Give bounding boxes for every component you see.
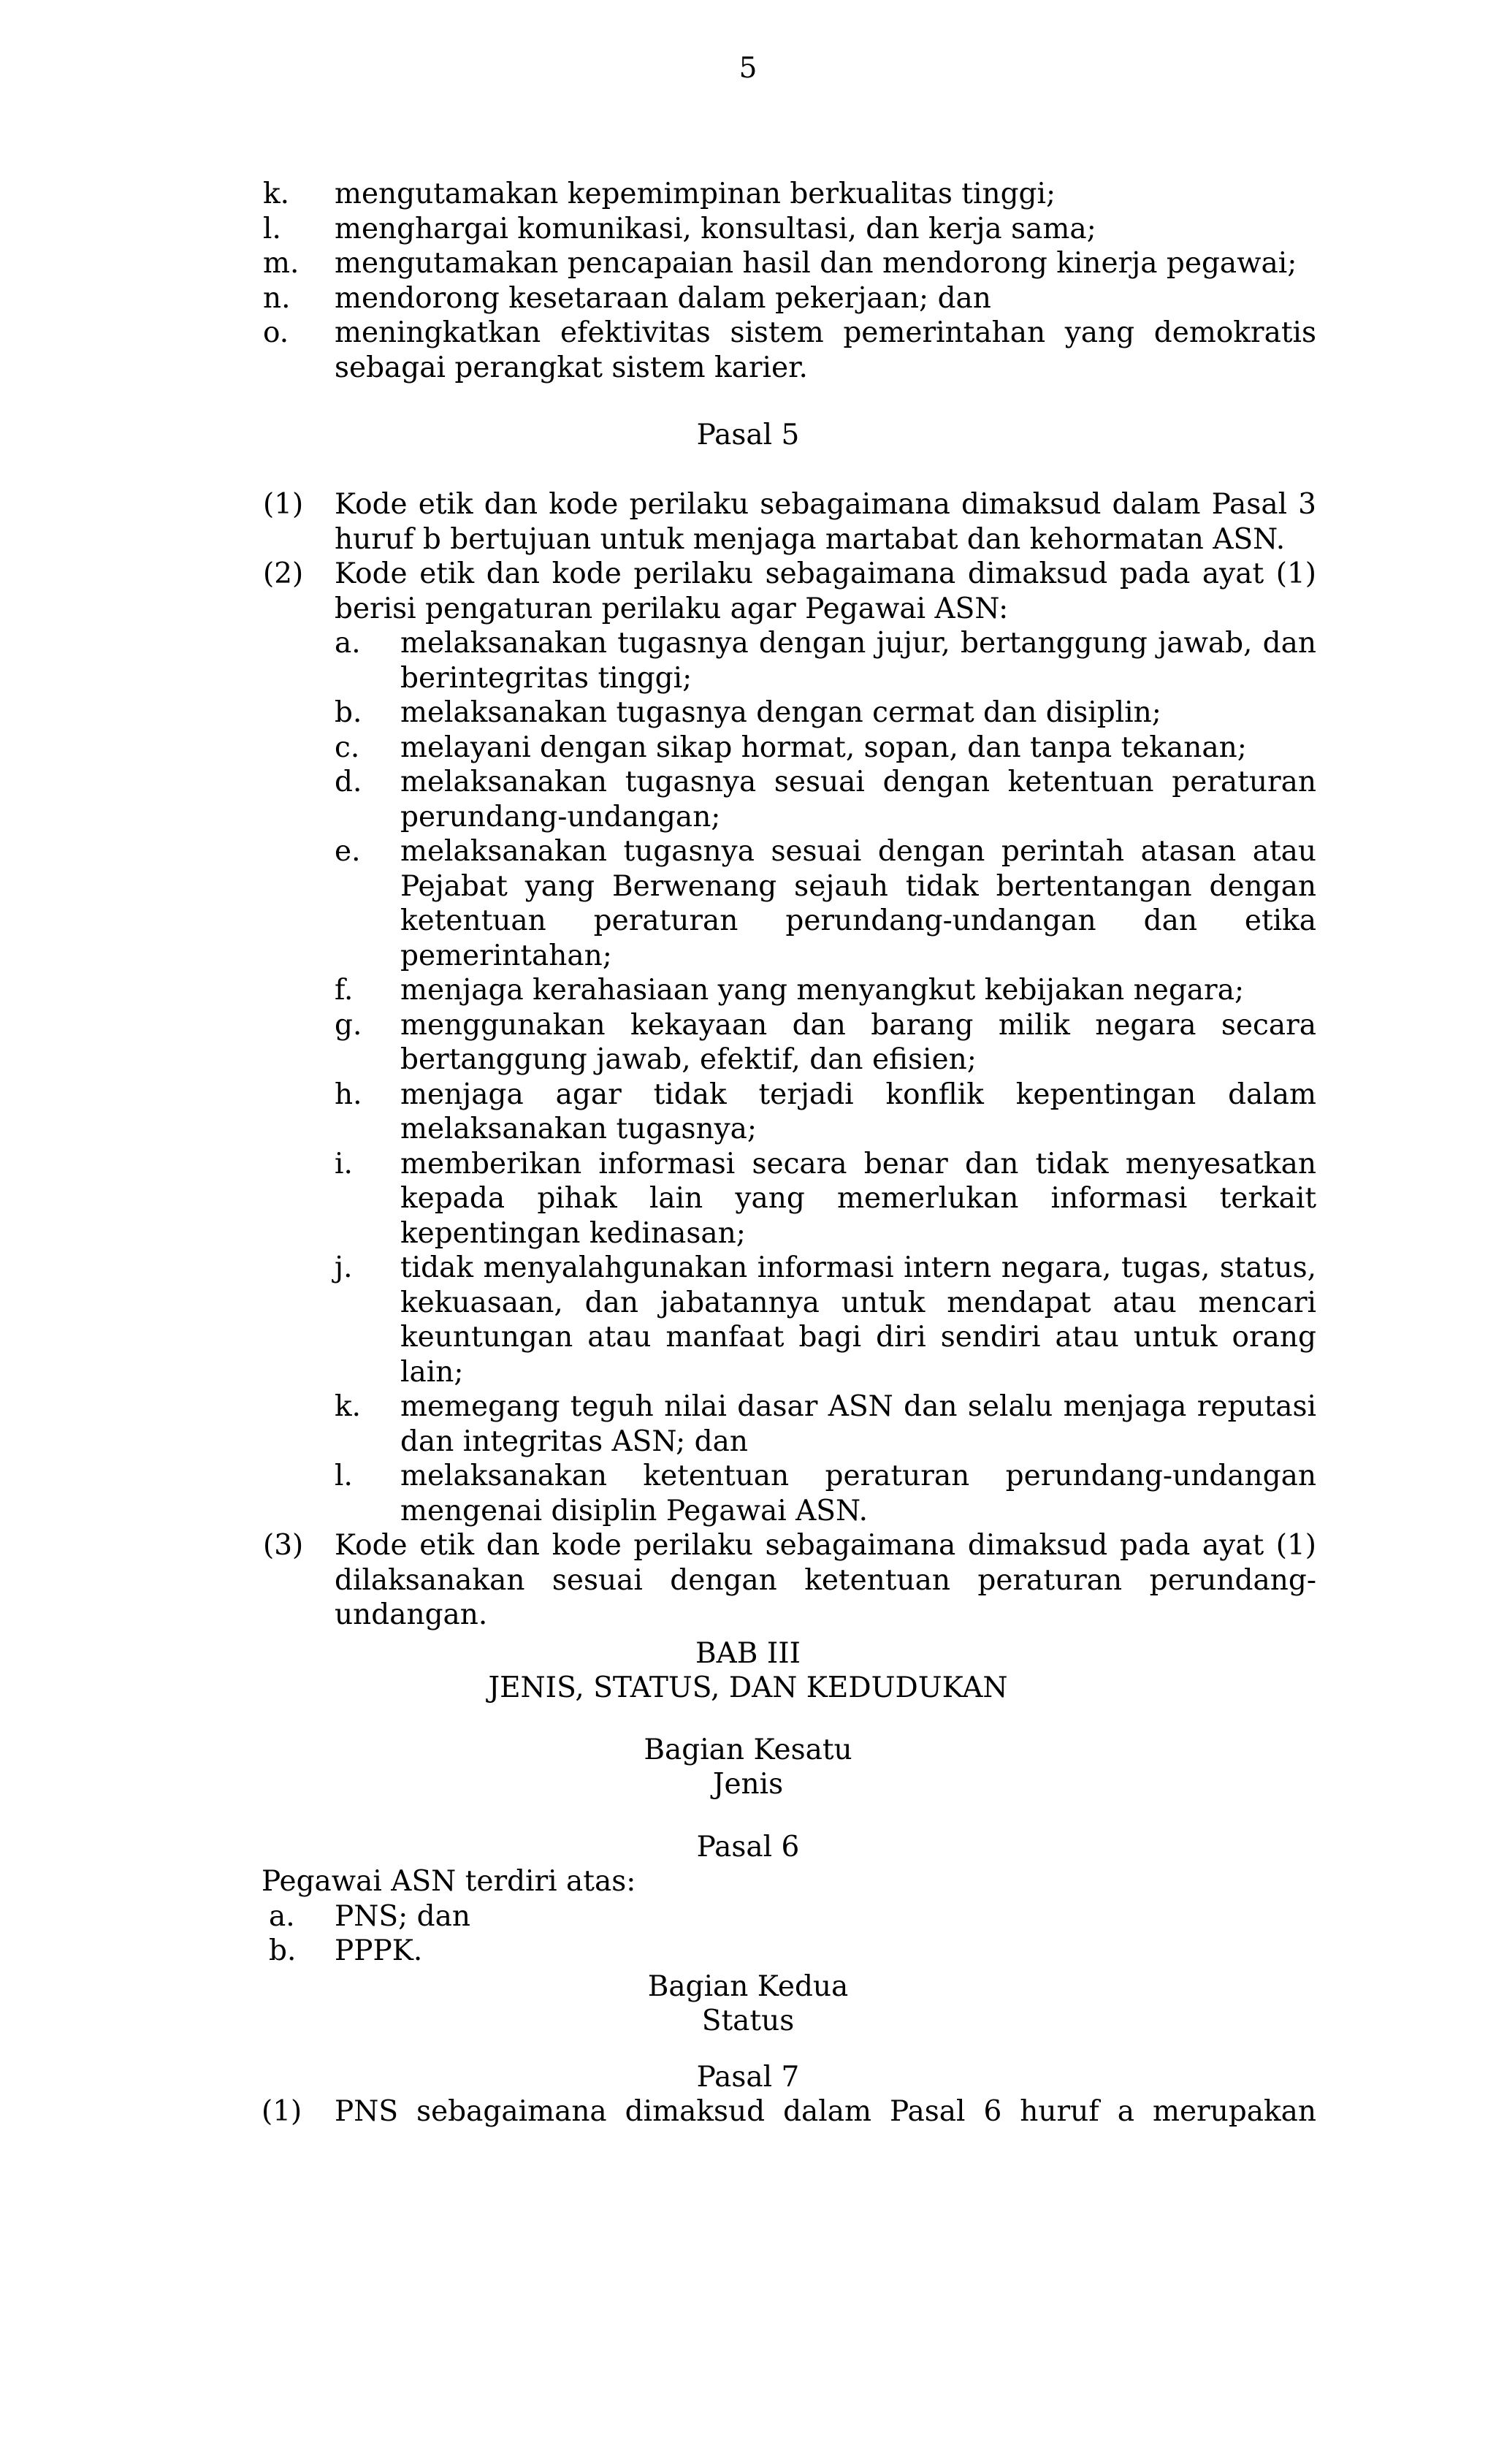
list-item (335, 1147, 1316, 1251)
list-item (262, 1899, 1316, 1934)
top-list (263, 177, 1316, 385)
list-item-label: l. (335, 1460, 353, 1492)
list-item-text: menjaga kerahasiaan yang menyangkut kebijakan negara; (400, 974, 1245, 1007)
list-item (335, 834, 1316, 973)
pasal-6-intro: Pegawai ASN terdiri atas: (262, 1865, 636, 1898)
list-item-text: memberikan informasi secara benar dan tidak menyesatkan kepada pihak lain yang memerlukan informasi terkait kepentingan kedinasan; (400, 1147, 1316, 1250)
bagian-2-title: Bagian Kedua (647, 1970, 849, 2003)
list-item-text: mengutamakan kepemimpinan berkualitas tinggi; (335, 178, 1056, 210)
pasal-6-heading: Pasal 6 (696, 1831, 800, 1864)
pasal-5-heading: Pasal 5 (696, 419, 800, 451)
list-item (335, 765, 1316, 834)
list-item-label: b. (335, 696, 362, 729)
list-item (335, 1389, 1316, 1459)
ayat-3 (263, 1528, 1316, 1633)
bab-title: JENIS, STATUS, DAN KEDUDUKAN (488, 1671, 1008, 1704)
list-item-label: i. (335, 1147, 353, 1180)
list-item (335, 973, 1316, 1008)
page-number: 5 (739, 52, 757, 85)
list-item-text: mendorong kesetaraan dalam pekerjaan; dan (335, 281, 991, 315)
pasal-7-heading: Pasal 7 (696, 2061, 800, 2094)
list-item (335, 1077, 1316, 1147)
list-item (263, 212, 1316, 247)
list-item-label: n. (263, 281, 291, 315)
ayat-text: Kode etik dan kode perilaku sebagaimana dimaksud dalam Pasal 3 huruf b bertujuan untuk menjaga martabat dan kehormatan ASN. (335, 488, 1316, 556)
list-item-label: l. (263, 212, 281, 245)
list-item (335, 731, 1316, 766)
list-item-label: g. (335, 1008, 362, 1042)
ayat-1 (263, 487, 1316, 557)
list-item-label: k. (335, 1390, 362, 1423)
pasal-7-body (262, 2094, 1316, 2129)
list-item (263, 281, 1316, 316)
list-item-label: a. (269, 1899, 295, 1933)
ayat-1 (262, 2094, 1316, 2129)
list-item (263, 246, 1316, 281)
list-item-label: b. (269, 1934, 297, 1967)
list-item-label: k. (263, 178, 290, 210)
list-item-label: j. (335, 1251, 353, 1284)
list-item-text: melaksanakan tugasnya sesuai dengan perintah atasan atau Pejabat yang Berwenang sejauh tidak bertentangan dengan ketentuan peraturan perundang-undangan dan etika pemerintahan; (400, 835, 1316, 972)
ayat-label: (3) (263, 1529, 304, 1562)
bagian-2-subtitle: Status (701, 2005, 795, 2037)
list-item (263, 177, 1316, 212)
ayat-2 (263, 557, 1316, 626)
ayat-label: (2) (263, 557, 304, 590)
list-item-label: o. (263, 316, 289, 349)
ayat-2-items (335, 626, 1316, 1528)
list-item-text: PPPK. (335, 1934, 423, 1967)
list-item-label: m. (263, 247, 299, 280)
list-item-text: meningkatkan efektivitas sistem pemerintahan yang demokratis sebagai perangkat sistem karier. (335, 316, 1316, 384)
bab-number: BAB III (695, 1637, 801, 1670)
list-item-text: melaksanakan tugasnya dengan jujur, bertanggung jawab, dan berintegritas tinggi; (400, 627, 1316, 695)
list-item-text: memegang teguh nilai dasar ASN dan selalu menjaga reputasi dan integritas ASN; dan (400, 1390, 1316, 1458)
list-item (335, 1008, 1316, 1077)
ayat-label: (1) (262, 2095, 302, 2128)
ayat-text: PNS sebagaimana dimaksud dalam Pasal 6 huruf a merupakan (335, 2095, 1316, 2128)
list-item-text: menggunakan kekayaan dan barang milik negara secara bertanggung jawab, efektif, dan efisien; (400, 1008, 1316, 1076)
ayat-label: (1) (263, 488, 304, 521)
list-item-text: melaksanakan tugasnya sesuai dengan ketentuan peraturan perundang-undangan; (400, 766, 1316, 834)
list-item-text: melaksanakan tugasnya dengan cermat dan disiplin; (400, 696, 1161, 729)
list-item (335, 1459, 1316, 1528)
list-item-text: melayani dengan sikap hormat, sopan, dan tanpa tekanan; (400, 731, 1247, 764)
list-item-label: d. (335, 766, 362, 798)
list-item-text: menghargai komunikasi, konsultasi, dan kerja sama; (335, 212, 1096, 245)
list-item-text: mengutamakan pencapaian hasil dan mendorong kinerja pegawai; (335, 247, 1297, 280)
ayat-text: Kode etik dan kode perilaku sebagaimana dimaksud pada ayat (1) berisi pengaturan perilaku agar Pegawai ASN: (335, 557, 1316, 625)
list-item-text: tidak menyalahgunakan informasi intern negara, tugas, status, kekuasaan, dan jabatannya untuk mendapat atau mencari keuntungan atau manfaat bagi diri sendiri atau untuk orang lain; (400, 1251, 1316, 1389)
list-item-text: menjaga agar tidak terjadi konflik kepentingan dalam melaksanakan tugasnya; (400, 1077, 1316, 1145)
list-item-text: melaksanakan ketentuan peraturan perundang-undangan mengenai disiplin Pegawai ASN. (400, 1460, 1316, 1527)
pasal-5-body (263, 487, 1316, 1633)
list-item-label: h. (335, 1077, 362, 1111)
list-item-label: f. (335, 974, 354, 1007)
bagian-1-subtitle: Jenis (712, 1768, 784, 1801)
list-item-text: PNS; dan (335, 1899, 470, 1933)
list-item (262, 1934, 1316, 1969)
list-item-label: e. (335, 835, 361, 868)
ayat-text: Kode etik dan kode perilaku sebagaimana dimaksud pada ayat (1) dilaksanakan sesuai dengan ketentuan peraturan perundang-undangan. (335, 1529, 1316, 1631)
bagian-1-title: Bagian Kesatu (644, 1733, 852, 1766)
list-item (263, 316, 1316, 385)
list-item-label: c. (335, 731, 360, 764)
list-item-label: a. (335, 627, 361, 660)
list-item (335, 626, 1316, 695)
pasal-6-body (262, 1864, 1316, 1969)
list-item (335, 695, 1316, 731)
list-item (335, 1251, 1316, 1389)
